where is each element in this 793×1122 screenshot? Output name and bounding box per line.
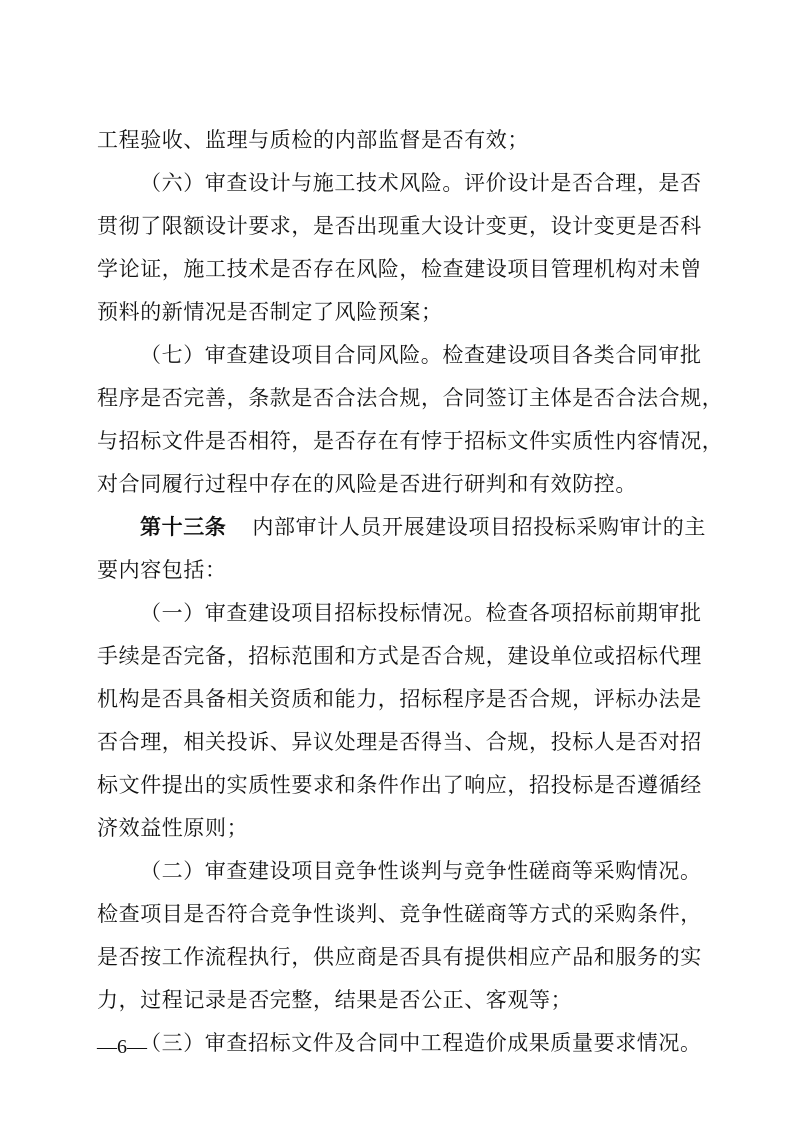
body-text-line: 济效益性原则； bbox=[97, 816, 249, 840]
body-text-line: （七）审查建设项目合同风险。检查建设项目各类合同审批 bbox=[140, 343, 702, 367]
body-text-line: 力，过程记录是否完整，结果是否公正、客观等； bbox=[97, 988, 573, 1012]
body-text-line: 检查项目是否符合竞争性谈判、竞争性磋商等方式的采购条件， bbox=[97, 902, 702, 926]
body-text-line: 对合同履行过程中存在的风险是否进行研判和有效防控。 bbox=[97, 472, 637, 496]
body-text-line: 贯彻了限额设计要求，是否出现重大设计变更，设计变更是否科 bbox=[97, 214, 702, 238]
body-text-line: （一）审查建设项目招标投标情况。检查各项招标前期审批 bbox=[140, 601, 702, 625]
body-text-line: 程序是否完善，条款是否合法合规，合同签订主体是否合法合规， bbox=[97, 386, 724, 410]
body-text-line: （三）审查招标文件及合同中工程造价成果质量要求情况。 bbox=[140, 1031, 702, 1055]
body-text-line: （六）审查设计与施工技术风险。评价设计是否合理，是否 bbox=[140, 171, 702, 195]
body-text-line: 学论证，施工技术是否存在风险，检查建设项目管理机构对未曾 bbox=[97, 257, 702, 281]
body-text-line: 否合理，相关投诉、异议处理是否得当、合规，投标人是否对招 bbox=[97, 730, 702, 754]
page-number: —6— bbox=[97, 1036, 147, 1058]
article-paragraph-line bbox=[140, 512, 740, 542]
body-text-line: 预料的新情况是否制定了风险预案； bbox=[97, 300, 443, 324]
body-text-line: 标文件提出的实质性要求和条件作出了响应，招投标是否遵循经 bbox=[97, 773, 702, 797]
body-text-line: 是否按工作流程执行，供应商是否具有提供相应产品和服务的实 bbox=[97, 945, 702, 969]
body-text-line: 与招标文件是否相符，是否存在有悖于招标文件实质性内容情况， bbox=[97, 429, 724, 453]
article-title: 第十三条 bbox=[140, 515, 227, 539]
body-text-line: 内部审计人员开展建设项目招投标采购审计的主 bbox=[252, 515, 707, 539]
body-text-line: 手续是否完备，招标范围和方式是否合规，建设单位或招标代理 bbox=[97, 644, 702, 668]
body-text-line: （二）审查建设项目竞争性谈判与竞争性磋商等采购情况。 bbox=[140, 859, 702, 883]
body-text-line: 机构是否具备相关资质和能力，招标程序是否合规，评标办法是 bbox=[97, 687, 702, 711]
body-text-line: 要内容包括： bbox=[97, 558, 227, 582]
body-text-line: 工程验收、监理与质检的内部监督是否有效； bbox=[97, 128, 529, 152]
